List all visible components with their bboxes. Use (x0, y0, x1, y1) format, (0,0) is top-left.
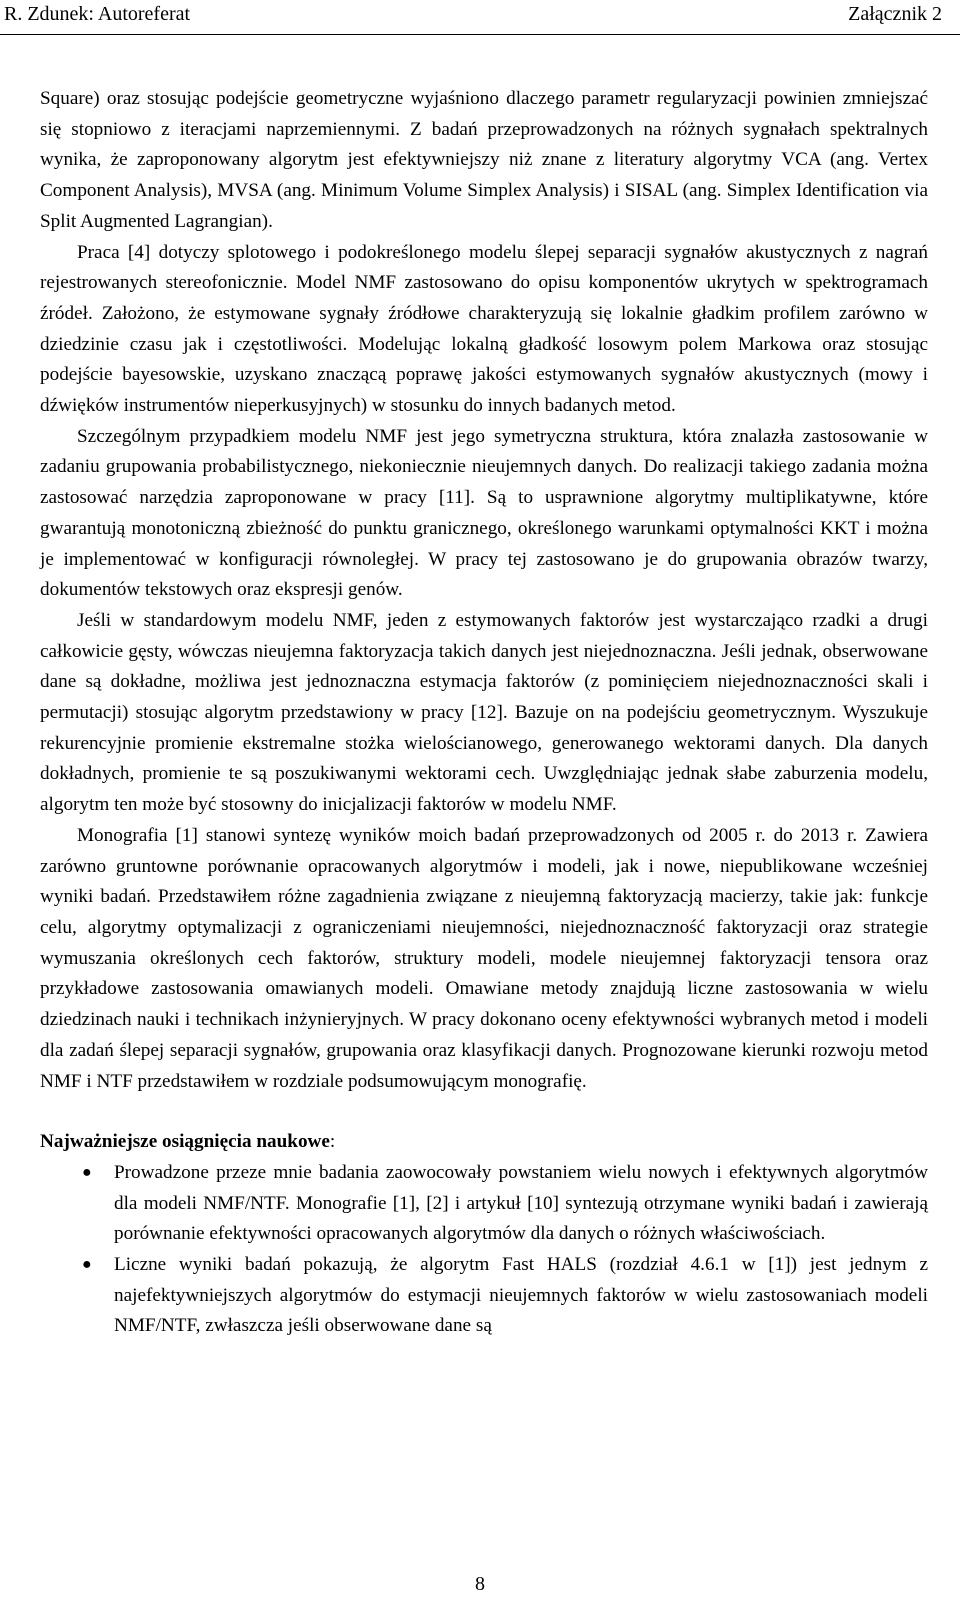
list-item-text: Prowadzone przeze mnie badania zaowocowały powstaniem wielu nowych i efektywnych algorytmów dla modeli NMF/NTF. Monografie [1], [2] i artykuł [10] syntezują otrzymane wyniki badań i zawierają porównanie efektywności opracowanych algorytmów dla danych o różnych właściwościach. (114, 1161, 928, 1245)
paragraph-continuation: Square) oraz stosując podejście geometryczne wyjaśniono dlaczego parametr regularyzacji powinien zmniejszać się stopniowo z iteracjami naprzemiennymi. Z badań przeprowadzonych na różnych sygnałach spektralnych wynika, że zaproponowany algorytm jest efektywniejszy niż znane z literatury algorytmy VCA (ang. Vertex Component Analysis), MVSA (ang. Minimum Volume Simplex Analysis) i SISAL (ang. Simplex Identification via Split Augmented Lagrangian). (40, 88, 928, 232)
page-header (0, 0, 960, 35)
paragraph: Praca [4] dotyczy splotowego i podokreślonego modelu ślepej separacji sygnałów akustycznych z nagrań rejestrowanych stereofonicznie. Model NMF zastosowano do opisu komponentów ukrytych w spektrogramach źródeł. Założono, że estymowane sygnały źródłowe charakteryzują się lokalnie gładkim profilem zarówno w dziedzinie czasu jak i częstotliwości. Modelując lokalną gładkość losowym polem Markowa oraz stosując podejście bayesowskie, uzyskano znaczącą poprawę jakości estymowanych sygnałów akustycznych (mowy i dźwięków instrumentów nieperkusyjnych) w stosunku do innych badanych metod. (40, 241, 928, 417)
paragraph: Jeśli w standardowym modelu NMF, jeden z estymowanych faktorów jest wystarczająco rzadki a drugi całkowicie gęsty, wówczas nieujemna faktoryzacja takich danych jest niejednoznaczna. Jeśli jednak, obserwowane dane są dokładne, możliwa jest jednoznaczna estymacja faktorów (z pominięciem niejednoznaczności skali i permutacji) stosując algorytm przedstawiony w pracy [12]. Bazuje on na podejściu geometrycznym. Wyszukuje rekurencyjnie promienie ekstremalne stożka wielościanowego, generowanego wektorami danych. Dla danych dokładnych, promienie te są poszukiwanymi wektorami cech. Uwzględniając jednak słabe zaburzenia modelu, algorytm ten może być stosowny do inicjalizacji faktorów w modelu NMF. (40, 609, 928, 816)
bullet-icon: ● (82, 1163, 92, 1181)
section-spacer (40, 1097, 928, 1127)
achievements-list (40, 1158, 928, 1342)
document-body (40, 84, 928, 1342)
header-author-title: R. Zdunek: Autoreferat (4, 3, 191, 25)
achievements-heading: Najważniejsze osiągnięcia naukowe (40, 1131, 330, 1153)
page-number: 8 (475, 1573, 485, 1595)
achievements-heading-line (40, 1127, 928, 1158)
paragraph: Szczególnym przypadkiem modelu NMF jest jego symetryczna struktura, która znalazła zastosowanie w zadaniu grupowania probabilistycznego, niekoniecznie nieujemnych danych. Do realizacji takiego zadania można zastosować narzędzia zaproponowane w pracy [11]. Są to usprawnione algorytmy multiplikatywne, które gwarantują monotoniczną zbieżność do punktu granicznego, określonego warunkami optymalności KKT i można je implementować w konfiguracji równoległej. W pracy tej zastosowano je do grupowania obrazów twarzy, dokumentów tekstowych oraz ekspresji genów. (40, 425, 928, 601)
bullet-icon: ● (82, 1256, 92, 1274)
list-item-text: Liczne wyniki badań pokazują, że algorytm Fast HALS (rozdział 4.6.1 w [1]) jest jednym z najefektywniejszych algorytmów do estymacji nieujemnych faktorów w wielu zastosowaniach modeli NMF/NTF, zwłaszcza jeśli obserwowane dane są (114, 1254, 928, 1337)
achievements-heading-colon: : (329, 1131, 336, 1153)
list-item (40, 1250, 928, 1342)
paragraph: Monografia [1] stanowi syntezę wyników moich badań przeprowadzonych od 2005 r. do 2013 r. Zawiera zarówno gruntowne porównanie opracowanych algorytmów i modeli, jak i nowe, niepublikowane wcześniej wyniki badań. Przedstawiłem różne zagadnienia związane z nieujemną faktoryzacją macierzy, takie jak: funkcje celu, algorytmy optymalizacji z ograniczeniami nieujemności, niejednoznaczność faktoryzacji oraz strategie wymuszania określonych cech faktorów, struktury modeli, modele nieujemnej faktoryzacji tensora oraz przykładowe zastosowania omawianych modeli. Omawiane metody znajdują liczne zastosowania w wielu dziedzinach nauki i technikach inżynieryjnych. W pracy dokonano oceny efektywności wybranych metod i modeli dla zadań ślepej separacji sygnałów, grupowania oraz klasyfikacji danych. Prognozowane kierunki rozwoju metod NMF i NTF przedstawiłem w rozdziale podsumowującym monografię. (40, 824, 928, 1092)
list-item (40, 1158, 928, 1250)
header-attachment-label: Załącznik 2 (848, 3, 942, 25)
